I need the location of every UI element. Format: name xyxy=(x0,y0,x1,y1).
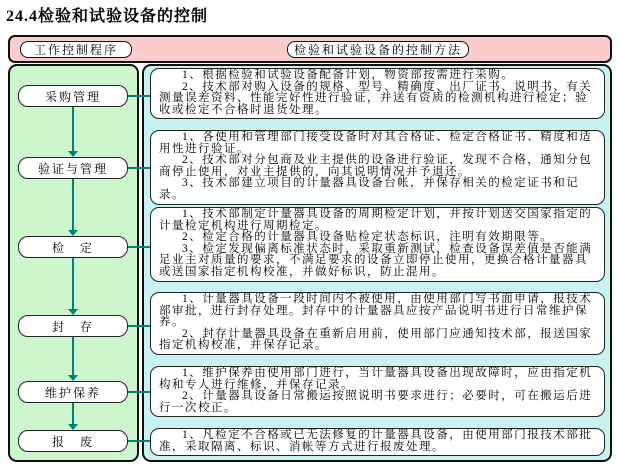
detail-box-procurement xyxy=(150,68,605,119)
detail-box-verification xyxy=(150,130,605,205)
detail-paragraph: 2、检定合格的计量器具设备贴检定状态标识，注明有效期限等。 xyxy=(182,231,554,244)
detail-paragraph: 1、各使用和管理部门接受设备时对其合格证、检定合格证书、精度和适用性进行验证。 xyxy=(159,131,593,155)
flow-step-label: 检 定 xyxy=(51,240,94,255)
detail-paragraph: 3、检定发现偏离标准状态时，采取重新测试，检查设备误差值是否能满足业主对质量的要求，不满足要求的设备立即停止使用，更换合格计量器具或送国家指定机构校准，并做好标识，防止混用。 xyxy=(159,242,593,278)
detail-paragraph: 2、技术部对分包商及业主提供的设备进行验证，发现不合格，通知分包商停止使用，对业主提供的，向其说明情况并予退还。 xyxy=(159,154,593,178)
detail-paragraph: 3、技术部建立项目的计量器具设备台帐，并保存相关的检定证书和记录。 xyxy=(159,177,580,201)
flow-step-sealing xyxy=(18,315,128,337)
detail-box-calibration xyxy=(150,207,605,282)
flow-step-procurement xyxy=(18,85,128,107)
flow-arrow-line xyxy=(72,179,74,230)
detail-paragraph: 1、维护保养由使用部门进行，当计量器具设备出现故障时，应由指定机构和专人进行维修，并保存记录。 xyxy=(159,367,593,391)
flow-step-maintenance xyxy=(18,381,128,403)
detail-box-sealing xyxy=(150,292,605,355)
detail-paragraph: 2、技术部对购入设备的规格、型号、精确度、出厂证书、说明书、有关测量误差资料、性能完好性进行验证，并送有资质的检测机构进行检定；验收或检定不合格时退货处理。 xyxy=(159,80,593,116)
connector-line xyxy=(128,167,152,169)
flow-arrow-line xyxy=(72,107,74,151)
detail-paragraph: 2、计量器具设备日常搬运按照说明书要求进行；必要时，可在搬运后进行一次校正。 xyxy=(159,390,593,414)
flow-arrow-line xyxy=(72,337,74,375)
detail-paragraph: 1、根据检验和试验设备配备计划，物资部按需进行采购。 xyxy=(182,69,515,81)
detail-paragraph: 2、封存计量器具设备在重新启用前，使用部门应通知技术部，报送国家指定机构校准，并保存记录。 xyxy=(159,327,593,352)
flow-step-verification xyxy=(18,157,128,179)
flow-step-label: 封 存 xyxy=(51,319,94,334)
detail-box-scrapping xyxy=(150,428,605,456)
flow-step-label: 维护保养 xyxy=(44,385,101,400)
control-method-label: 检验和试验设备的控制方法 xyxy=(293,43,462,57)
detail-paragraph: 1、计量器具设备一段时间内不被使用，由使用部门写书面申请，报技术部审批，进行封存处理。封存中的计量器具应按产品说明书进行日常维护保养。 xyxy=(159,293,593,329)
flow-step-label: 采购管理 xyxy=(44,89,101,104)
detail-box-maintenance xyxy=(150,366,605,417)
connector-line xyxy=(128,325,152,327)
flow-step-calibration xyxy=(18,236,128,258)
page-title: 24.4检验和试验设备的控制 xyxy=(6,8,209,25)
control-method-box xyxy=(287,41,469,58)
header-band xyxy=(8,35,612,63)
flow-step-label: 验证与管理 xyxy=(37,161,108,176)
flow-step-scrapping xyxy=(18,430,128,452)
detail-paragraph: 1、凡检定不合格或已无法修复的计量器具设备，由使用部门报技术部批准，采取隔离、标识、消帐等方式进行报废处理。 xyxy=(159,429,593,453)
connector-line xyxy=(128,391,152,393)
connector-line xyxy=(128,95,152,97)
flow-arrow-line xyxy=(72,403,74,424)
flow-step-label: 报 废 xyxy=(51,434,94,449)
work-control-procedure-label: 工作控制程序 xyxy=(33,43,118,57)
work-control-procedure-box xyxy=(20,41,132,58)
flow-arrow-line xyxy=(72,258,74,309)
detail-paragraph: 1、技术部制定计量器具设备的周期检定计划，并按计划送交国家指定的计量检定机构进行周期检定。 xyxy=(159,208,593,232)
connector-line xyxy=(128,440,152,442)
connector-line xyxy=(128,246,152,248)
